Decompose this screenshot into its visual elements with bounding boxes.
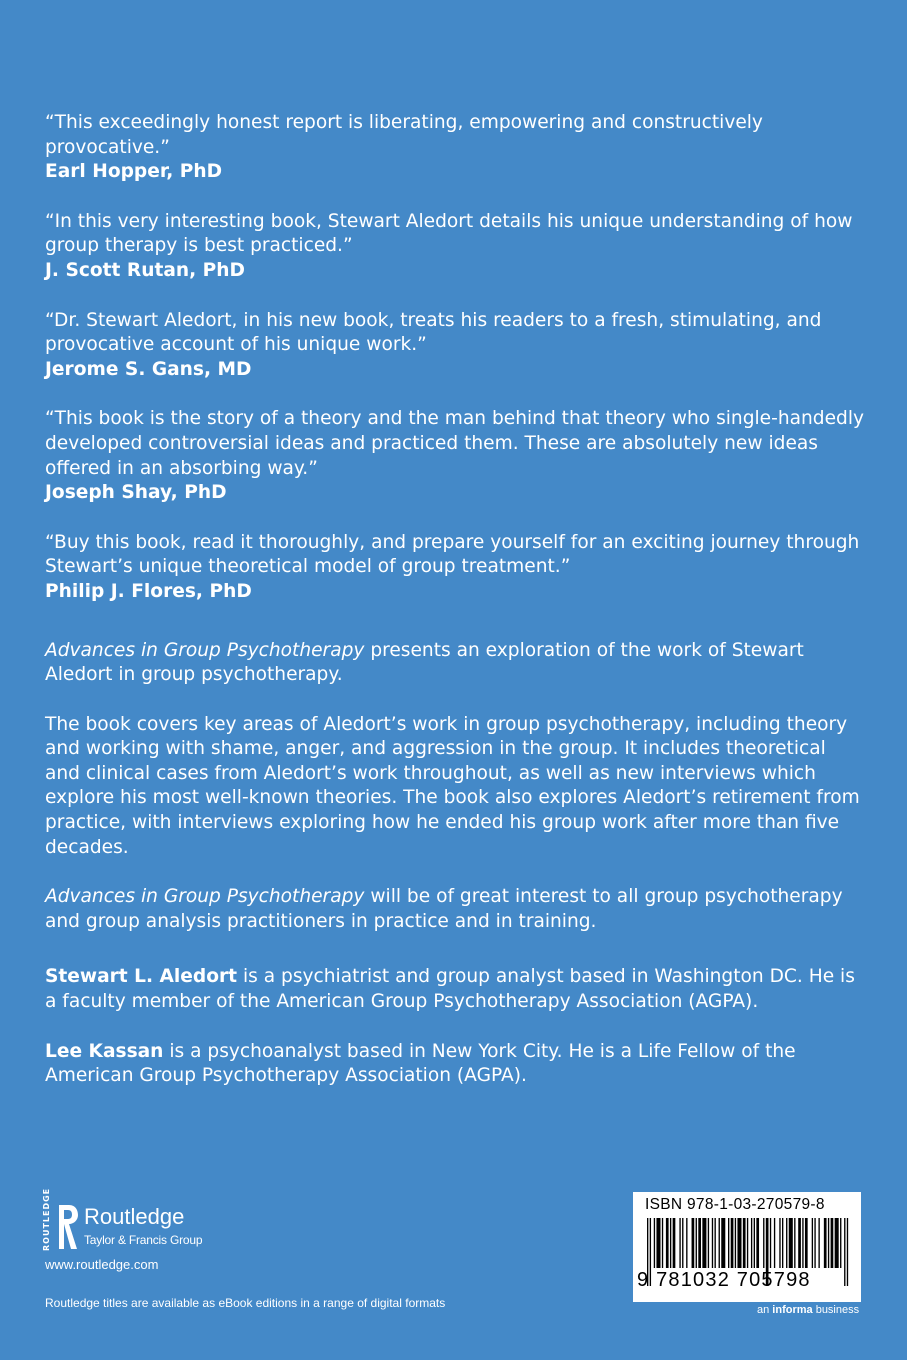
author-bio-text: is a psychiatrist and group analyst based in Washington DC. He is a faculty member of the American Group Psychotherapy Association (AGPA).	[45, 966, 855, 1013]
book-title-italic: Advances in Group Psychotherapy	[45, 886, 365, 908]
ebook-note: Routledge titles are available as eBook editions in a range of digital formats	[45, 1296, 446, 1310]
barcode-bar	[715, 1218, 716, 1268]
barcode-bar	[828, 1218, 829, 1268]
publisher-name: Routledge	[84, 1204, 185, 1229]
barcode-bar	[814, 1218, 815, 1268]
routledge-logo	[40, 1187, 240, 1255]
barcode-bar	[754, 1218, 755, 1268]
description-intro	[45, 639, 865, 688]
barcode-bar	[812, 1218, 813, 1268]
barcode-bar	[756, 1218, 759, 1268]
informa-business-note: an informa business	[757, 1304, 860, 1316]
intro-text: presents an exploration of the work of Stewart Aledort in group psychotherapy.	[45, 639, 804, 686]
author-bio-text: is a psychoanalyst based in New York City. He is a Life Fellow of the American Group Psychotherapy Association (AGPA).	[45, 1040, 796, 1087]
barcode-bar	[786, 1218, 787, 1268]
endorsement-author: Earl Hopper, PhD	[45, 161, 223, 183]
barcode-bar	[747, 1218, 748, 1268]
barcode-bar	[721, 1218, 725, 1268]
barcode-bar	[662, 1218, 663, 1268]
publisher-group: Taylor & Francis Group	[84, 1233, 203, 1247]
barcode-bar	[654, 1218, 655, 1268]
book-title-italic: Advances in Group Psychotherapy	[45, 639, 365, 661]
endorsement	[45, 407, 865, 505]
endorsement-quote: “In this very interesting book, Stewart Aledort details his unique understanding of how group therapy is best practiced.”	[45, 210, 853, 257]
barcode-bar	[719, 1218, 720, 1268]
barcode-bar	[835, 1218, 839, 1268]
barcode-bar	[751, 1218, 752, 1268]
barcode-bar	[794, 1218, 795, 1268]
barcode-bar	[666, 1218, 669, 1268]
endorsement	[45, 531, 865, 605]
barcode-bar	[737, 1218, 741, 1268]
barcode-bar	[731, 1218, 734, 1268]
barcode-bar	[656, 1218, 660, 1268]
isbn-barcode	[633, 1192, 861, 1302]
barcode-bar	[692, 1218, 695, 1268]
endorsement	[45, 210, 865, 284]
barcode-bar	[779, 1218, 780, 1268]
endorsement-author: Jerome S. Gans, MD	[45, 358, 252, 380]
barcode-bar	[682, 1218, 683, 1268]
barcode-bar	[789, 1218, 793, 1268]
barcode-bar	[670, 1218, 671, 1268]
barcode-bar	[679, 1218, 680, 1268]
barcode-bar	[686, 1218, 687, 1268]
endorsement-quote: “Buy this book, read it thoroughly, and prepare yourself for an exciting journey through Stewart’s unique theoretical model of group treatment.”	[45, 531, 860, 578]
interest-text: will be of great interest to all group psychotherapy and group analysis practitioners in practice and in training.	[45, 886, 843, 932]
endorsement-quote: “This exceedingly honest report is liberating, empowering and constructively provocative.”	[45, 112, 763, 158]
back-cover-text	[45, 111, 865, 1114]
barcode-bar	[673, 1218, 676, 1268]
barcode-bar	[743, 1218, 746, 1268]
author-name: Lee Kassan	[45, 1040, 164, 1062]
barcode-digits: 9 781032 705798	[637, 1269, 811, 1291]
barcode-bar	[735, 1218, 736, 1268]
endorsement-author: J. Scott Rutan, PhD	[45, 259, 245, 281]
author-bio	[45, 1040, 865, 1089]
barcode-bar	[728, 1218, 729, 1268]
barcode-bar	[770, 1218, 771, 1268]
barcode-bar	[696, 1218, 697, 1268]
routledge-r-icon	[56, 1203, 80, 1251]
description-body	[45, 713, 865, 861]
informa-brand: informa	[772, 1304, 813, 1316]
endorsement-quote: “Dr. Stewart Aledort, in his new book, treats his readers to a fresh, stimulating, and provocative account of his unique work.”	[45, 309, 822, 356]
barcode-bar	[802, 1218, 803, 1268]
publisher-website: www.routledge.com	[45, 1257, 159, 1272]
barcode-bar	[805, 1218, 808, 1268]
description-interest	[45, 885, 865, 934]
barcode-bar	[698, 1218, 701, 1268]
barcode-bar	[782, 1218, 783, 1268]
barcode-bar	[712, 1218, 713, 1268]
barcode-bar	[818, 1218, 819, 1268]
author-bio	[45, 965, 865, 1014]
author-name: Stewart L. Aledort	[45, 966, 238, 988]
barcode-bar	[844, 1218, 845, 1286]
barcode-bar	[702, 1218, 706, 1268]
barcode-bar	[847, 1218, 848, 1286]
body-text: The book covers key areas of Aledort’s work in group psychotherapy, including theory and working with shame, anger, and aggression in the group. It includes theoretical and clinical cases from Aledort’s work throughout, as well as new interviews which explore his most well-known theories. The book also explores Aledort’s retirement from practice, with interviews exploring how he ended his group work after more than five decades.	[45, 713, 860, 858]
endorsement-quote: “This book is the story of a theory and the man behind that theory who single-handedly developed controversial ideas and practiced them. These are absolutely new ideas offered in an absorbing way.”	[45, 408, 864, 479]
endorsement	[45, 111, 865, 185]
endorsement-author: Joseph Shay, PhD	[45, 482, 227, 504]
barcode-bar	[824, 1218, 827, 1268]
endorsement-author: Philip J. Flores, PhD	[45, 580, 252, 602]
barcode-bar	[831, 1218, 834, 1268]
barcode-bar	[840, 1218, 841, 1268]
barcode-bar	[798, 1218, 801, 1268]
routledge-vertical-wordmark: ROUTLEDGE	[42, 1187, 51, 1251]
endorsement	[45, 309, 865, 383]
barcode-bar	[708, 1218, 709, 1268]
isbn-label: ISBN 978-1-03-270579-8	[645, 1196, 825, 1213]
barcode-bar	[774, 1218, 775, 1268]
barcode-bar	[763, 1218, 764, 1268]
